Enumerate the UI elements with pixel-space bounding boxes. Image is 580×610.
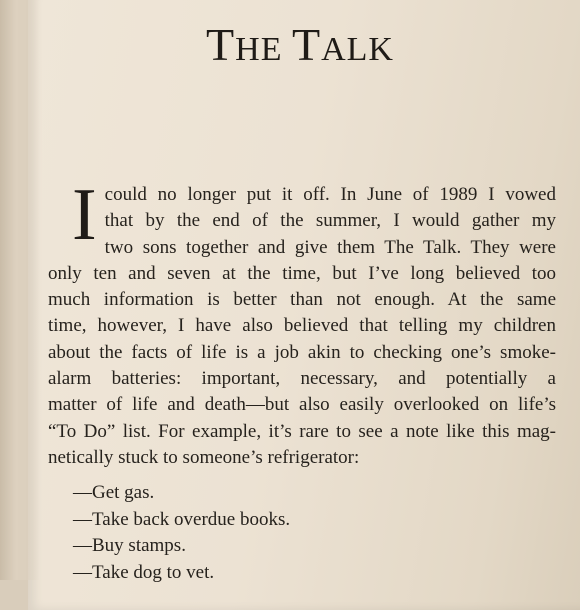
paragraph-line: “To Do” list. For example, it’s rare to see a note like this mag-: [48, 420, 556, 442]
page-gutter-shadow: [0, 0, 40, 580]
drop-cap: I: [72, 174, 97, 256]
todo-item: —Take dog to vet.: [73, 561, 215, 583]
title-rest-1: HE: [235, 31, 292, 68]
paragraph-line: netically stuck to someone’s refrigerator:: [48, 446, 360, 468]
todo-item: —Get gas.: [73, 482, 155, 503]
todo-item: —Buy stamps.: [73, 535, 186, 556]
paragraph-line: could no longer put it off. In June of 1989 I vowed: [104, 184, 556, 205]
todo-item: —Take back overdue books.: [73, 508, 291, 530]
paragraph-line: about the facts of life is a job akin to checking one’s smoke-: [48, 341, 556, 363]
paragraph-line: matter of life and death—but also easily overlooked on life’s: [48, 394, 556, 416]
chapter-title: [0, 19, 580, 70]
opening-paragraph: [48, 174, 556, 471]
paragraph-line: time, however, I have also believed that telling my children: [48, 315, 556, 337]
paragraph-line: much information is better than not enough. At the same: [48, 289, 556, 311]
title-initial-1: T: [206, 19, 236, 70]
paragraph-line: two sons together and give them The Talk. They were: [104, 236, 556, 258]
paragraph-line: only ten and seven at the time, but I’ve long believed too: [48, 262, 556, 284]
todo-list: [73, 480, 290, 586]
paragraph-line: alarm batteries: important, necessary, and potentially a: [48, 368, 556, 390]
title-rest-2: ALK: [321, 31, 394, 68]
paragraph-line: that by the end of the summer, I would gather my: [104, 210, 556, 232]
title-initial-2: T: [291, 19, 322, 70]
